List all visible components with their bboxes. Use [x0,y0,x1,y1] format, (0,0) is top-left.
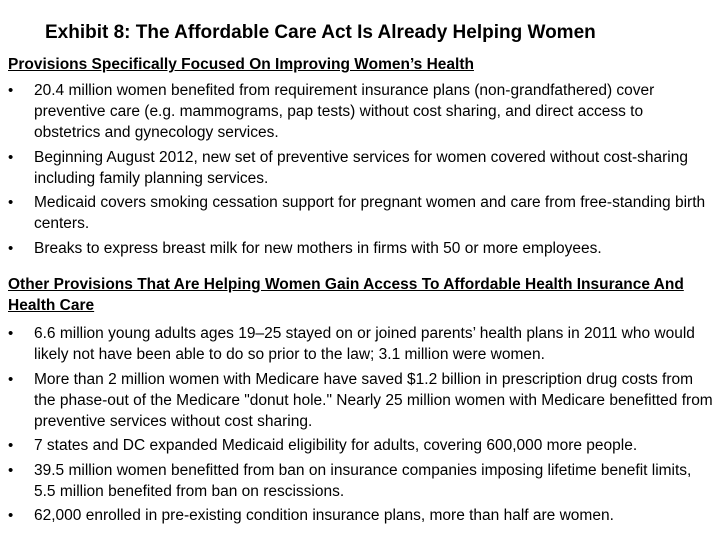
list-item [8,435,713,456]
list-item-text: 7 states and DC expanded Medicaid eligibility for adults, covering 600,000 more people. [34,437,638,455]
bullet-icon: • [8,239,14,257]
list-item [8,238,713,259]
list-item [8,323,713,365]
bullet-icon: • [8,370,14,388]
list-item-text: Breaks to express breast milk for new mothers in firms with 50 or more employees. [34,239,602,257]
list-item-text: 39.5 million women benefitted from ban on insurance companies imposing lifetime benefit limits, 5.5 million benefited from ban on rescissions. [34,461,692,500]
bullet-icon: • [8,325,14,342]
list-item-text: 6.6 million young adults ages 19–25 stayed on or joined parents’ health plans in 2011 who would likely not have been able to do so prior to the law; 3.1 million were women. [34,325,695,363]
womens-health-provisions-list [8,80,713,262]
list-item [8,192,713,234]
bullet-icon: • [8,148,14,166]
womens-health-provisions-heading: Provisions Specifically Focused On Improving Women’s Health [8,56,474,73]
other-provisions-heading: Other Provisions That Are Helping Women Gain Access To Affordable Health Insurance And Health Care [8,276,684,314]
list-item [8,147,713,189]
bullet-icon: • [8,437,14,455]
list-item-text: Medicaid covers smoking cessation support for pregnant women and care from free-standing birth centers. [34,194,706,233]
list-item-text: Beginning August 2012, new set of preventive services for women covered without cost-sharing including family planning services. [34,148,688,187]
other-provisions-list [8,323,713,530]
list-item-text: 62,000 enrolled in pre-existing condition insurance plans, more than half are women. [34,507,614,525]
bullet-icon: • [8,507,14,525]
exhibit-title: Exhibit 8: The Affordable Care Act Is Already Helping Women [45,22,596,43]
bullet-icon: • [8,82,14,99]
list-item [8,369,713,432]
list-item [8,505,713,526]
list-item [8,460,713,502]
list-item-text: More than 2 million women with Medicare have saved $1.2 billion in prescription drug costs from the phase-out of the Medicare "donut hole." Nearly 25 million women with Medicare benefitted from preventive services without cost sharing. [34,370,713,430]
list-item-text: 20.4 million women benefited from requirement insurance plans (non-grandfathered) cover preventive care (e.g. mammograms, pap tests) without cost sharing, and direct access to obstetrics and gynecology services. [34,82,655,141]
list-item [8,80,713,143]
bullet-icon: • [8,194,14,212]
bullet-icon: • [8,461,14,479]
